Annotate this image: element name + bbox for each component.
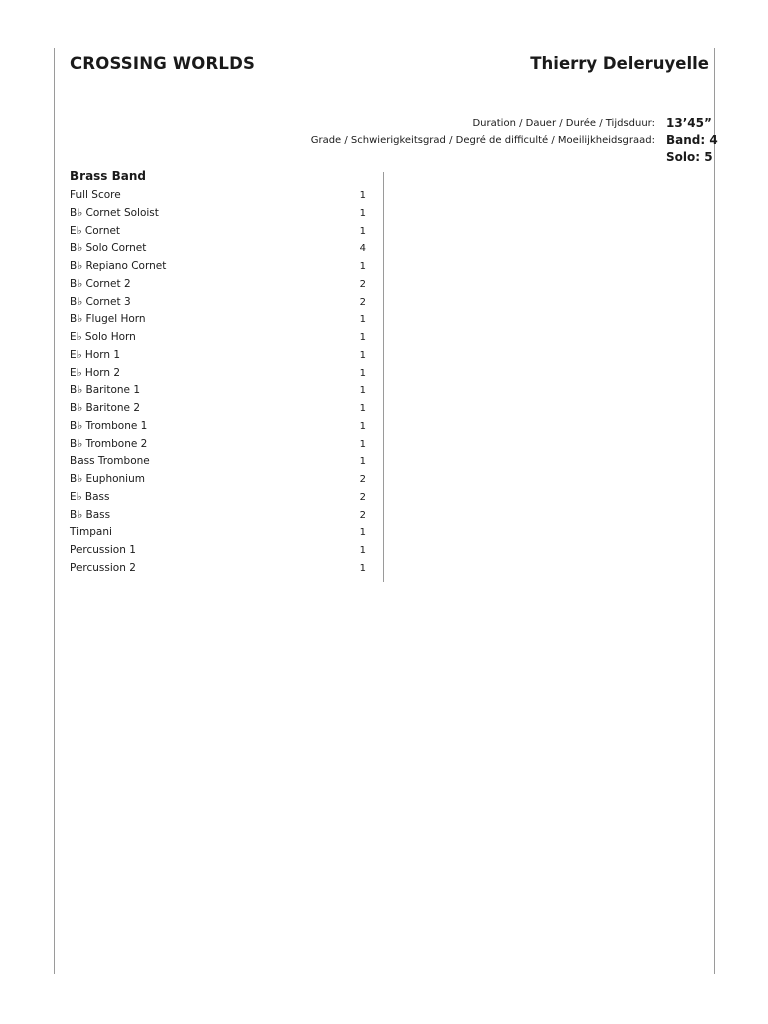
part-quantity: 4 [359, 243, 366, 255]
part-row [70, 489, 370, 507]
part-quantity: 1 [359, 456, 366, 468]
part-quantity: 1 [359, 420, 366, 432]
part-name: B♭ Baritone 2 [70, 402, 141, 414]
part-row [70, 205, 370, 223]
part-name: E♭ Solo Horn [70, 331, 136, 343]
part-row [70, 453, 370, 471]
part-quantity: 1 [359, 367, 366, 379]
part-quantity: 2 [359, 509, 366, 521]
grade-band-value: Band: 4 [666, 133, 718, 147]
duration-label: Duration / Dauer / Durée / Tijdsduur: [472, 118, 655, 129]
column-divider [383, 172, 384, 582]
part-row [70, 223, 370, 241]
part-name: B♭ Repiano Cornet [70, 260, 167, 272]
part-quantity: 1 [359, 385, 366, 397]
left-margin-rule [54, 48, 55, 974]
part-row [70, 382, 370, 400]
part-name: B♭ Cornet Soloist [70, 206, 159, 219]
part-row [70, 276, 370, 294]
part-quantity: 2 [359, 491, 366, 503]
part-name: B♭ Trombone 2 [70, 437, 148, 450]
part-name: B♭ Flugel Horn [70, 313, 146, 326]
part-quantity: 2 [359, 278, 366, 290]
part-name: Full Score [70, 189, 121, 201]
part-row [70, 471, 370, 489]
grade-label: Grade / Schwierigkeitsgrad / Degré de difficulté / Moeilijkheidsgraad: [310, 135, 655, 146]
part-row [70, 436, 370, 454]
part-row [70, 418, 370, 436]
part-quantity: 1 [359, 332, 366, 343]
part-name: E♭ Bass [70, 490, 110, 503]
right-margin-rule [714, 48, 715, 974]
part-row [70, 400, 370, 418]
part-row [70, 294, 370, 312]
part-row [70, 507, 370, 525]
part-name: Percussion 1 [70, 544, 136, 556]
parts-list [70, 187, 370, 578]
part-quantity: 1 [359, 562, 366, 574]
part-row [70, 258, 370, 276]
part-row [70, 329, 370, 347]
part-row [70, 347, 370, 365]
part-row [70, 187, 370, 205]
section-heading: Brass Band [70, 169, 147, 183]
part-name: Percussion 2 [70, 561, 136, 574]
part-quantity: 1 [359, 207, 366, 219]
part-name: E♭ Horn 1 [70, 348, 121, 361]
part-name: E♭ Cornet [70, 224, 121, 237]
part-row [70, 524, 370, 542]
part-name: Bass Trombone [70, 455, 150, 468]
part-name: Timpani [70, 526, 112, 539]
part-quantity: 1 [359, 403, 366, 414]
composer-name: Thierry Deleruyelle [530, 54, 709, 73]
part-quantity: 1 [359, 349, 366, 361]
part-row [70, 542, 370, 560]
part-quantity: 2 [359, 296, 366, 308]
part-name: B♭ Trombone 1 [70, 419, 148, 432]
part-name: B♭ Baritone 1 [70, 384, 141, 397]
duration-value: 13’45” [666, 116, 712, 130]
grade-solo-value: Solo: 5 [666, 150, 713, 164]
part-quantity: 1 [359, 314, 366, 326]
part-quantity: 2 [359, 474, 366, 485]
part-quantity: 1 [359, 190, 366, 201]
part-quantity: 1 [359, 545, 366, 556]
part-name: B♭ Bass [70, 508, 111, 521]
part-name: B♭ Solo Cornet [70, 242, 147, 255]
part-quantity: 1 [359, 438, 366, 450]
piece-title: CROSSING WORLDS [70, 54, 256, 73]
part-quantity: 1 [359, 225, 366, 237]
part-row [70, 311, 370, 329]
part-quantity: 1 [359, 261, 366, 272]
part-quantity: 1 [359, 527, 366, 539]
part-name: B♭ Euphonium [70, 473, 145, 485]
part-row [70, 365, 370, 383]
part-row [70, 560, 370, 578]
part-name: B♭ Cornet 2 [70, 277, 131, 290]
part-row [70, 240, 370, 258]
part-name: E♭ Horn 2 [70, 366, 121, 379]
part-name: B♭ Cornet 3 [70, 295, 131, 308]
